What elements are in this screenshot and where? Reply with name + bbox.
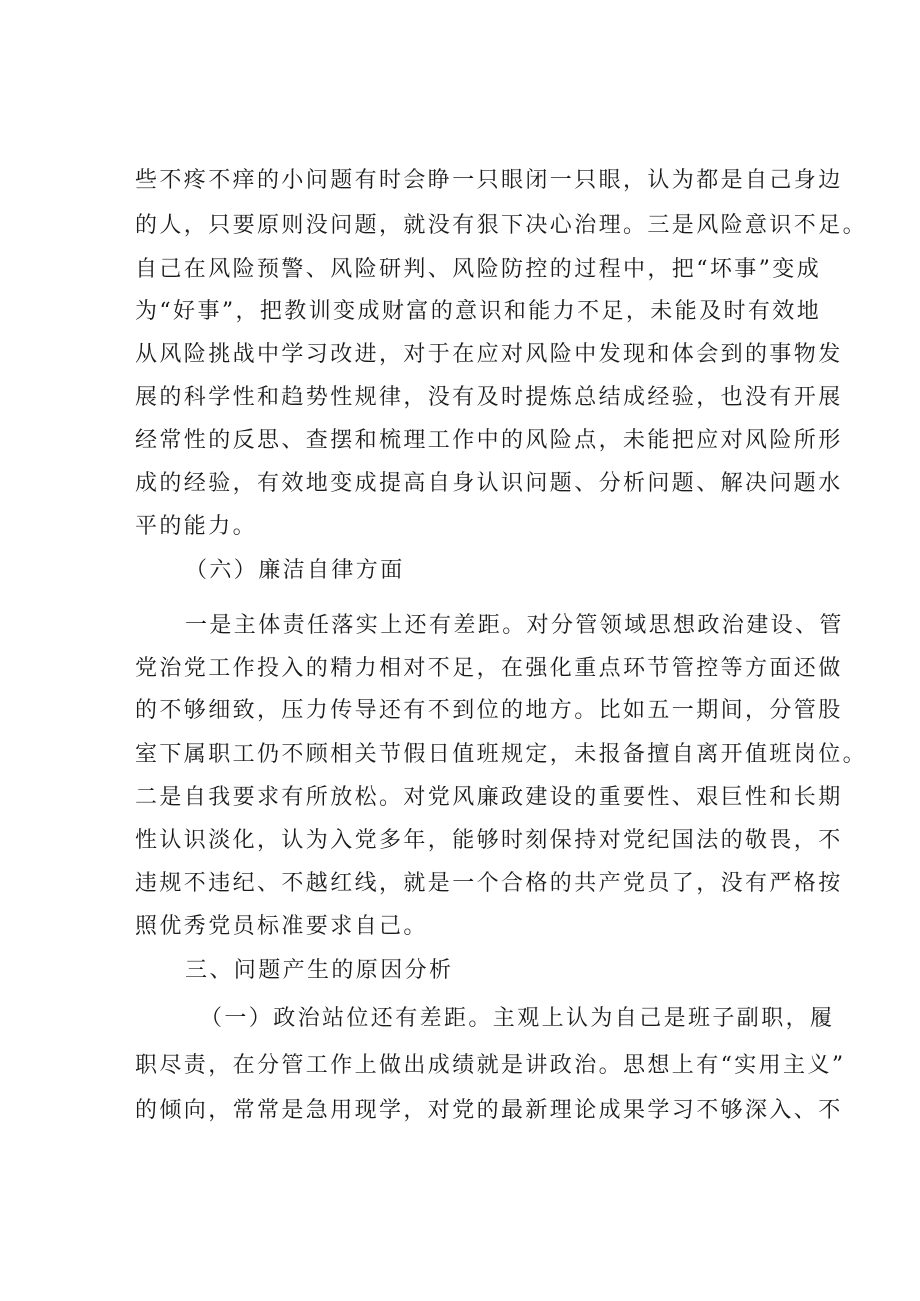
paragraph-line: 展的科学性和趋势性规律，没有及时提炼总结成经验，也没有开展	[135, 385, 843, 410]
paragraph-line: 成的经验，有效地变成提高自身认识问题、分析问题、解决问题水	[135, 471, 843, 496]
paragraph-line: 为“好事”，把教训变成财富的意识和能力不足，未能及时有效地	[135, 299, 822, 324]
paragraph-line: 职尽责，在分管工作上做出成绩就是讲政治。思想上有“实用主义”	[135, 1053, 846, 1078]
paragraph-line: 二是自我要求有所放松。对党风廉政建设的重要性、艰巨性和长期	[135, 785, 843, 810]
paragraph-line: 违规不违纪、不越红线，就是一个合格的共产党员了，没有严格按	[135, 871, 843, 896]
paragraph-line: 室下属职工仍不顾相关节假日值班规定，未报备擅自离开值班岗位。	[135, 742, 868, 767]
paragraph-line: 的人，只要原则没问题，就没有狠下决心治理。三是风险意识不足。	[135, 213, 868, 238]
paragraph-line: 性认识淡化，认为入党多年，能够时刻保持对党纪国法的敬畏，不	[135, 828, 843, 853]
section-heading: （六）廉洁自律方面	[185, 558, 405, 583]
paragraph-line: 些不疼不痒的小问题有时会睁一只眼闭一只眼，认为都是自己身边	[135, 168, 843, 193]
paragraph-line: 平的能力。	[135, 514, 258, 539]
paragraph-line: 经常性的反思、查摆和梳理工作中的风险点，未能把应对风险所形	[135, 428, 843, 453]
paragraph-line: 一是主体责任落实上还有差距。对分管领域思想政治建设、管	[185, 613, 844, 638]
paragraph-line: 从风险挑战中学习改进，对于在应对风险中发现和体会到的事物发	[135, 342, 843, 367]
paragraph-line: 的不够细致，压力传导还有不到位的地方。比如五一期间，分管股	[135, 698, 843, 723]
paragraph-line: （一）政治站位还有差距。主观上认为自己是班子副职，履	[200, 1006, 835, 1031]
paragraph-line: 自己在风险预警、风险研判、风险防控的过程中，把“坏事”变成	[135, 257, 822, 282]
paragraph-line: 党治党工作投入的精力相对不足，在强化重点环节管控等方面还做	[135, 656, 843, 681]
paragraph-line: 的倾向，常常是急用现学，对党的最新理论成果学习不够深入、不	[135, 1098, 843, 1123]
paragraph-line: 照优秀党员标准要求自己。	[135, 914, 428, 939]
chapter-heading: 三、问题产生的原因分析	[185, 958, 454, 983]
